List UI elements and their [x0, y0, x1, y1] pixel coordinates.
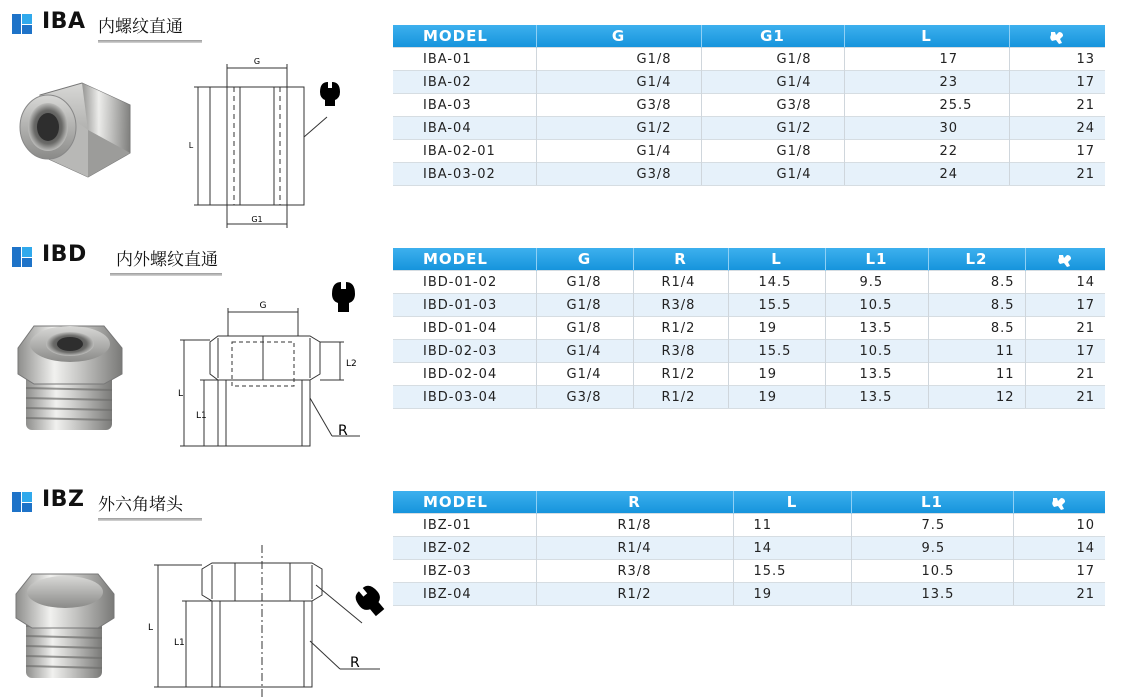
wrench-icon — [1057, 253, 1073, 267]
section-header — [12, 487, 212, 522]
value-cell: R1/2 — [633, 386, 728, 409]
table-row — [393, 514, 1105, 537]
model-cell: IBD-01-02 — [393, 271, 536, 294]
value-cell: 9.5 — [851, 537, 1013, 560]
dim-label-l: L — [188, 141, 194, 150]
value-cell: R1/8 — [536, 514, 733, 537]
col-header-wrench — [1013, 491, 1105, 514]
value-cell: 23 — [844, 71, 1009, 94]
value-cell: R3/8 — [633, 294, 728, 317]
value-cell: 24 — [844, 163, 1009, 186]
value-cell: R1/2 — [536, 583, 733, 606]
value-cell: G3/8 — [536, 386, 633, 409]
value-cell: 11 — [928, 363, 1025, 386]
model-cell: IBZ-02 — [393, 537, 536, 560]
value-cell: 15.5 — [733, 560, 851, 583]
value-cell: 7.5 — [851, 514, 1013, 537]
value-cell: 13.5 — [825, 317, 928, 340]
value-cell: 8.5 — [928, 294, 1025, 317]
table-row — [393, 294, 1105, 317]
brand-square-icon — [12, 247, 32, 267]
value-cell: G1/4 — [536, 340, 633, 363]
section-code: IBA — [42, 9, 86, 34]
value-cell: 14 — [1013, 537, 1105, 560]
value-cell: G3/8 — [701, 94, 844, 117]
value-cell: 10.5 — [825, 340, 928, 363]
value-cell: G1/4 — [701, 163, 844, 186]
dim-label-l: L — [178, 389, 184, 399]
section-header — [12, 9, 192, 44]
col-header-wrench — [1025, 248, 1105, 271]
dim-label-g1: G1 — [251, 215, 263, 224]
value-cell: G1/2 — [701, 117, 844, 140]
model-cell: IBD-03-04 — [393, 386, 536, 409]
value-cell: 9.5 — [825, 271, 928, 294]
table-row — [393, 117, 1105, 140]
value-cell: 14 — [1025, 271, 1105, 294]
value-cell: G1/4 — [701, 71, 844, 94]
section-header — [12, 242, 232, 277]
model-cell: IBZ-04 — [393, 583, 536, 606]
product-photo-ibd — [12, 318, 132, 436]
col-header: MODEL — [393, 491, 536, 514]
wrench-icon — [1051, 496, 1067, 510]
section-title: 内螺纹直通 — [98, 17, 183, 37]
dim-label-l1: L1 — [196, 411, 207, 421]
value-cell: 21 — [1009, 163, 1105, 186]
model-cell: IBZ-01 — [393, 514, 536, 537]
value-cell: G1/8 — [701, 140, 844, 163]
value-cell: 22 — [844, 140, 1009, 163]
col-header: L1 — [851, 491, 1013, 514]
technical-drawing-ibz — [140, 545, 390, 697]
value-cell: 17 — [1025, 294, 1105, 317]
model-cell: IBD-01-04 — [393, 317, 536, 340]
value-cell: G1/4 — [536, 363, 633, 386]
value-cell: G3/8 — [536, 163, 701, 186]
dim-label-l1: L1 — [174, 638, 185, 648]
model-cell: IBD-01-03 — [393, 294, 536, 317]
value-cell: 11 — [928, 340, 1025, 363]
value-cell: R1/2 — [633, 363, 728, 386]
technical-drawing-iba — [182, 52, 352, 232]
col-header: G1 — [701, 25, 844, 48]
brand-square-icon — [12, 492, 32, 512]
col-header: G — [536, 248, 633, 271]
value-cell: R1/4 — [633, 271, 728, 294]
dim-label-g: G — [259, 301, 267, 311]
value-cell: 17 — [1013, 560, 1105, 583]
table-row — [393, 71, 1105, 94]
table-row — [393, 163, 1105, 186]
technical-drawing-ibd — [170, 278, 375, 448]
dim-label-l2: L2 — [346, 359, 357, 369]
table-row — [393, 317, 1105, 340]
col-header: R — [536, 491, 733, 514]
section-code: IBD — [42, 242, 87, 267]
value-cell: 13.5 — [825, 386, 928, 409]
brand-square-icon — [12, 14, 32, 34]
wrench-icon — [1049, 30, 1065, 44]
col-header: L — [844, 25, 1009, 48]
model-cell: IBA-04 — [393, 117, 536, 140]
model-cell: IBD-02-04 — [393, 363, 536, 386]
table-row — [393, 94, 1105, 117]
value-cell: 30 — [844, 117, 1009, 140]
value-cell: 13.5 — [825, 363, 928, 386]
col-header: L — [728, 248, 825, 271]
value-cell: 25.5 — [844, 94, 1009, 117]
value-cell: 10 — [1013, 514, 1105, 537]
value-cell: G1/8 — [536, 317, 633, 340]
value-cell: 17 — [1009, 140, 1105, 163]
value-cell: 19 — [728, 317, 825, 340]
table-row — [393, 363, 1105, 386]
section-code: IBZ — [42, 487, 85, 512]
value-cell: 17 — [844, 48, 1009, 71]
value-cell: 14 — [733, 537, 851, 560]
value-cell: 21 — [1025, 363, 1105, 386]
model-cell: IBA-03-02 — [393, 163, 536, 186]
value-cell: 17 — [1009, 71, 1105, 94]
model-cell: IBD-02-03 — [393, 340, 536, 363]
value-cell: 21 — [1025, 386, 1105, 409]
model-cell: IBA-02-01 — [393, 140, 536, 163]
wrench-icon — [352, 582, 389, 620]
col-header: L1 — [825, 248, 928, 271]
value-cell: G1/4 — [536, 140, 701, 163]
product-photo-iba — [12, 75, 142, 195]
value-cell: 19 — [728, 386, 825, 409]
value-cell: G1/8 — [536, 271, 633, 294]
value-cell: 11 — [733, 514, 851, 537]
section-title: 内外螺纹直通 — [116, 250, 218, 270]
value-cell: G3/8 — [536, 94, 701, 117]
table-row — [393, 140, 1105, 163]
table-row — [393, 583, 1105, 606]
value-cell: R1/2 — [633, 317, 728, 340]
model-cell: IBA-02 — [393, 71, 536, 94]
col-header: R — [633, 248, 728, 271]
value-cell: 12 — [928, 386, 1025, 409]
col-header: MODEL — [393, 25, 536, 48]
value-cell: R3/8 — [536, 560, 733, 583]
section-title: 外六角堵头 — [98, 495, 183, 515]
table-row — [393, 271, 1105, 294]
value-cell: 19 — [728, 363, 825, 386]
spec-table-iba — [393, 25, 1105, 186]
value-cell: 8.5 — [928, 317, 1025, 340]
wrench-icon — [320, 82, 340, 106]
value-cell: 24 — [1009, 117, 1105, 140]
col-header: MODEL — [393, 248, 536, 271]
table-row — [393, 537, 1105, 560]
value-cell: 17 — [1025, 340, 1105, 363]
col-header: L2 — [928, 248, 1025, 271]
spec-table-ibz — [393, 491, 1105, 606]
table-row — [393, 386, 1105, 409]
product-photo-ibz — [12, 568, 122, 683]
value-cell: G1/8 — [536, 294, 633, 317]
col-header: G — [536, 25, 701, 48]
col-header: L — [733, 491, 851, 514]
table-row — [393, 340, 1105, 363]
value-cell: 19 — [733, 583, 851, 606]
model-cell: IBA-01 — [393, 48, 536, 71]
value-cell: G1/8 — [701, 48, 844, 71]
model-cell: IBA-03 — [393, 94, 536, 117]
value-cell: 10.5 — [825, 294, 928, 317]
table-row — [393, 560, 1105, 583]
value-cell: 15.5 — [728, 340, 825, 363]
spec-table-ibd — [393, 248, 1105, 409]
value-cell: 15.5 — [728, 294, 825, 317]
value-cell: 8.5 — [928, 271, 1025, 294]
dim-label-r: R — [350, 655, 360, 671]
value-cell: 10.5 — [851, 560, 1013, 583]
value-cell: 13 — [1009, 48, 1105, 71]
value-cell: R1/4 — [536, 537, 733, 560]
wrench-icon — [332, 282, 355, 312]
value-cell: 21 — [1009, 94, 1105, 117]
value-cell: R3/8 — [633, 340, 728, 363]
value-cell: 21 — [1013, 583, 1105, 606]
value-cell: 14.5 — [728, 271, 825, 294]
dim-label-g: G — [253, 57, 261, 66]
dim-label-l: L — [148, 623, 154, 633]
table-row — [393, 48, 1105, 71]
dim-label-r: R — [338, 423, 348, 439]
value-cell: G1/4 — [536, 71, 701, 94]
value-cell: 13.5 — [851, 583, 1013, 606]
value-cell: G1/8 — [536, 48, 701, 71]
model-cell: IBZ-03 — [393, 560, 536, 583]
value-cell: 21 — [1025, 317, 1105, 340]
value-cell: G1/2 — [536, 117, 701, 140]
col-header-wrench — [1009, 25, 1105, 48]
